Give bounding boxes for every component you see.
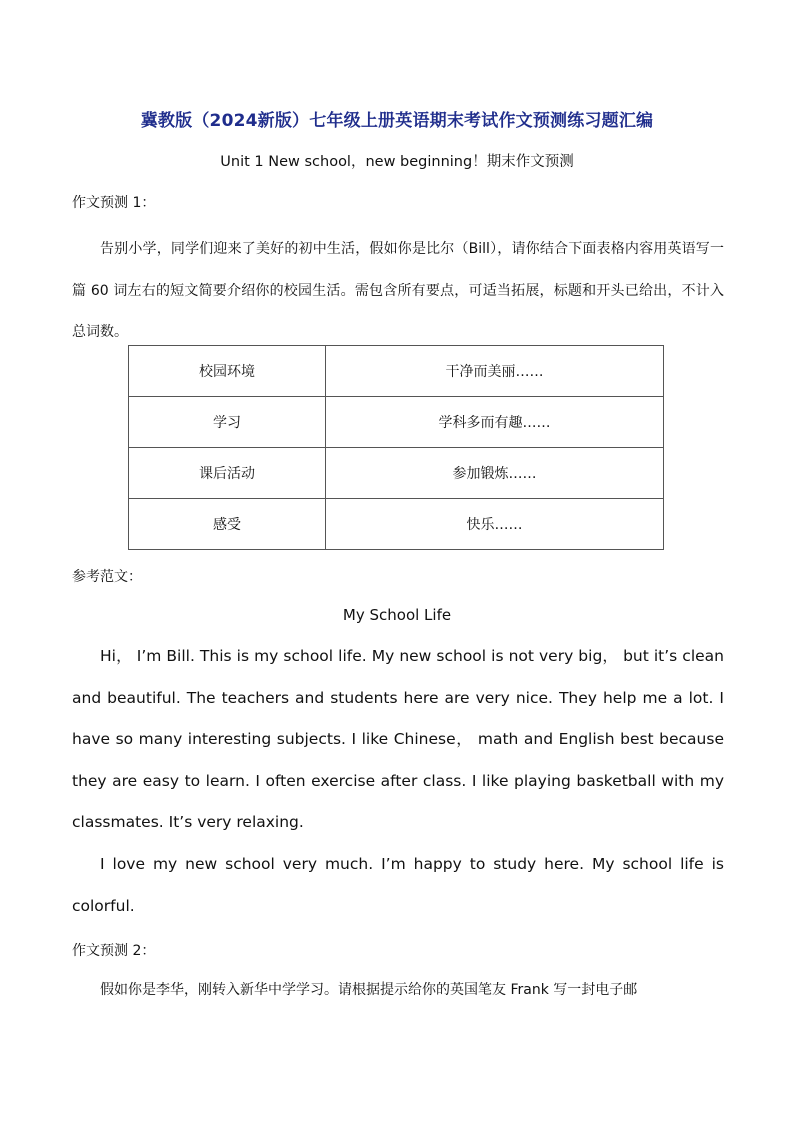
- table-cell-detail: 学科多而有趣……: [326, 397, 664, 448]
- essay-paragraph: I love my new school very much. I’m happy to study here. My school life is colorful.: [72, 855, 724, 915]
- section2-label: 作文预测 2：: [72, 943, 156, 959]
- table-cell-topic: 课后活动: [129, 448, 326, 499]
- table-row: [129, 397, 664, 448]
- section1-prompt: 告别小学，同学们迎来了美好的初中生活，假如你是比尔（Bill），请你结合下面表格内容用英语写一篇 60 词左右的短文简要介绍你的校园生活。需包含所有要点，可适当拓展，标题和开头已给出，不计入总词数。: [72, 241, 724, 340]
- essay-title: My School Life: [342, 606, 452, 624]
- table-cell-topic: 学习: [129, 397, 326, 448]
- table-cell-detail: 参加锻炼……: [326, 448, 664, 499]
- table-row: [129, 346, 664, 397]
- document-title: 冀教版（2024新版）七年级上册英语期末考试作文预测练习题汇编: [140, 111, 654, 131]
- essay-paragraph: Hi， I’m Bill. This is my school life. My new school is not very big， but it’s clean and beautiful. The teachers and students here are very nice. They help me a lot. I have so many interesting subjects. I like Chinese， math and English best because they are easy to learn. I often exercise after class. I like playing basketball with my classmates. It’s very relaxing.: [72, 647, 724, 831]
- table-cell-detail: 快乐……: [326, 499, 664, 550]
- reference-label: 参考范文：: [72, 569, 142, 585]
- table-row: [129, 499, 664, 550]
- table-cell-detail: 干净而美丽……: [326, 346, 664, 397]
- table-cell-topic: 校园环境: [129, 346, 326, 397]
- table-cell-topic: 感受: [129, 499, 326, 550]
- section1-label: 作文预测 1：: [72, 195, 156, 211]
- unit-subtitle: Unit 1 New school，new beginning！期末作文预测: [220, 154, 574, 170]
- outline-table: [128, 345, 664, 550]
- table-row: [129, 448, 664, 499]
- section2-prompt: 假如你是李华，刚转入新华中学学习。请根据提示给你的英国笔友 Frank 写一封电子邮: [100, 982, 638, 998]
